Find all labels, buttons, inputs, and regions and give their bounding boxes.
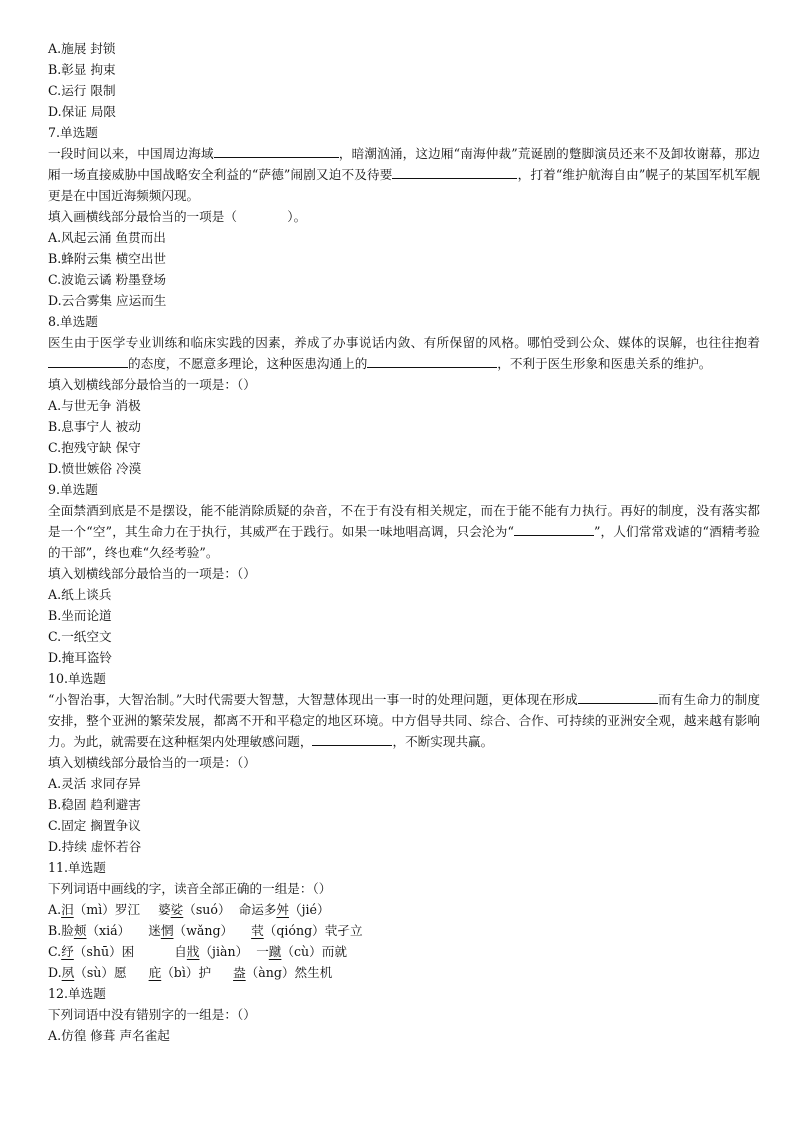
question-passage: 一段时间以来，中国周边海域 ，暗潮汹涌，这边厢“南海仲裁”荒诞剧的蹩脚演员还来不及卸妆谢幕，那边厢一场直接威胁中国战略安全利益的“萨德”闹剧又迫不及待要 ，打着“维护航海自由”幌子的某国军机军舰更是在中国近海频频闪现。 — [48, 146, 760, 203]
fill-blank — [514, 522, 594, 536]
question-prompt: 填入画横线部分最恰当的一项是（ ）。 — [48, 209, 307, 224]
question-prompt: 填入划横线部分最恰当的一项是：（） — [48, 755, 256, 770]
question-prompt: 填入划横线部分最恰当的一项是：（） — [48, 377, 256, 392]
q6-option-a[interactable]: A.施展 封锁 — [48, 41, 116, 56]
option-a[interactable]: A.风起云涌 鱼贯而出 — [48, 230, 166, 245]
fill-blank — [48, 354, 128, 368]
option-a[interactable]: A.灵活 求同存异 — [48, 776, 141, 791]
underlined-char: 盎 — [233, 965, 246, 980]
option-d[interactable]: D.愤世嫉俗 冷漠 — [48, 461, 142, 476]
question-title: 12.单选题 — [48, 986, 106, 1001]
question-passage: 全面禁酒到底是不是摆设，能不能消除质疑的杂音，不在于有没有相关规定，而在于能不能有力执行。再好的制度，没有落实都是一个“空”，其生命力在于执行，其威严在于践行。如果一味地唱高调，只会沦为“ ”，人们常常戏谑的“酒精考验的干部”，终也难“久经考验”。 — [48, 503, 760, 560]
question-8 — [48, 311, 760, 479]
option-c[interactable]: C.纾（shū）困 自戕（jiàn） 一蹴（cù）而就 — [48, 944, 347, 959]
underlined-char: 颊 — [73, 923, 87, 938]
question-title: 8.单选题 — [48, 314, 98, 329]
option-b[interactable]: B.坐而论道 — [48, 608, 112, 623]
underlined-char: 舛 — [276, 902, 289, 917]
underlined-char: 茕 — [251, 923, 264, 938]
option-b[interactable]: B.脸颊（xiá） 迷惘（wǎng） 茕（qióng）茕孑立 — [48, 923, 363, 938]
option-a[interactable]: A.纸上谈兵 — [48, 587, 112, 602]
question-title: 7.单选题 — [48, 125, 98, 140]
option-a[interactable]: A.汨（mì）罗江 婆娑（suó） 命运多舛（jié） — [48, 902, 330, 917]
option-b[interactable]: B.稳固 趋利避害 — [48, 797, 141, 812]
question-title: 10.单选题 — [48, 671, 106, 686]
question-passage: 医生由于医学专业训练和临床实践的因素，养成了办事说话内敛、有所保留的风格。哪怕受到公众、媒体的误解，也往往抱着的态度，不愿意多理论，这种医患沟通上的 ，不利于医生形象和医患关系的维护。 — [48, 335, 760, 371]
option-d[interactable]: D.夙（sù）愿 庇（bì）护 盎（àng）然生机 — [48, 965, 333, 980]
question-prompt: 下列词语中没有错别字的一组是：（） — [48, 1007, 256, 1022]
underlined-char: 蹴 — [268, 944, 282, 959]
question-title: 11.单选题 — [48, 860, 106, 875]
question-prompt: 填入划横线部分最恰当的一项是：（） — [48, 566, 256, 581]
underlined-char: 戕 — [186, 944, 200, 959]
underlined-char: 惘 — [160, 923, 174, 938]
question-12 — [48, 983, 760, 1046]
option-c[interactable]: C.固定 搁置争议 — [48, 818, 141, 833]
fill-blank — [312, 732, 392, 746]
question-10 — [48, 668, 760, 857]
underlined-char: 庇 — [148, 965, 162, 980]
question-9 — [48, 479, 760, 668]
q6-options — [48, 38, 760, 122]
fill-blank — [392, 165, 517, 179]
question-prompt: 下列词语中画线的字，读音全部正确的一组是：（） — [48, 881, 332, 896]
question-7 — [48, 122, 760, 311]
question-11 — [48, 857, 760, 983]
q6-option-b[interactable]: B.彰显 拘束 — [48, 62, 116, 77]
underlined-char: 夙 — [61, 965, 75, 980]
underlined-char: 汨 — [61, 902, 74, 917]
fill-blank — [367, 354, 497, 368]
option-c[interactable]: C.波诡云谲 粉墨登场 — [48, 272, 166, 287]
q6-option-d[interactable]: D.保证 局限 — [48, 104, 117, 119]
option-d[interactable]: D.云合雾集 应运而生 — [48, 293, 167, 308]
option-b[interactable]: B.息事宁人 被动 — [48, 419, 141, 434]
option-a[interactable]: A.仿徨 修葺 声名雀起 — [48, 1028, 170, 1043]
fill-blank — [214, 144, 339, 158]
fill-blank — [578, 690, 658, 704]
question-passage: “小智治事，大智治制。”大时代需要大智慧，大智慧体现出一事一时的处理问题，更体现在形成 而有生命力的制度安排，整个亚洲的繁荣发展，都离不开和平稳定的地区环境。中方倡导共同、综合、合作、可持续的亚洲安全观，越来越有影响力。为此，就需要在这种框架内处理敏感问题， ，不断实现共赢。 — [48, 692, 761, 749]
option-c[interactable]: C.一纸空文 — [48, 629, 112, 644]
option-d[interactable]: D.持续 虚怀若谷 — [48, 839, 142, 854]
option-c[interactable]: C.抱残守缺 保守 — [48, 440, 141, 455]
option-d[interactable]: D.掩耳盗铃 — [48, 650, 113, 665]
question-title: 9.单选题 — [48, 482, 98, 497]
underlined-char: 纾 — [61, 944, 74, 959]
q6-option-c[interactable]: C.运行 限制 — [48, 83, 116, 98]
option-a[interactable]: A.与世无争 消极 — [48, 398, 141, 413]
underlined-char: 娑 — [170, 902, 184, 917]
option-b[interactable]: B.蜂附云集 横空出世 — [48, 251, 167, 266]
